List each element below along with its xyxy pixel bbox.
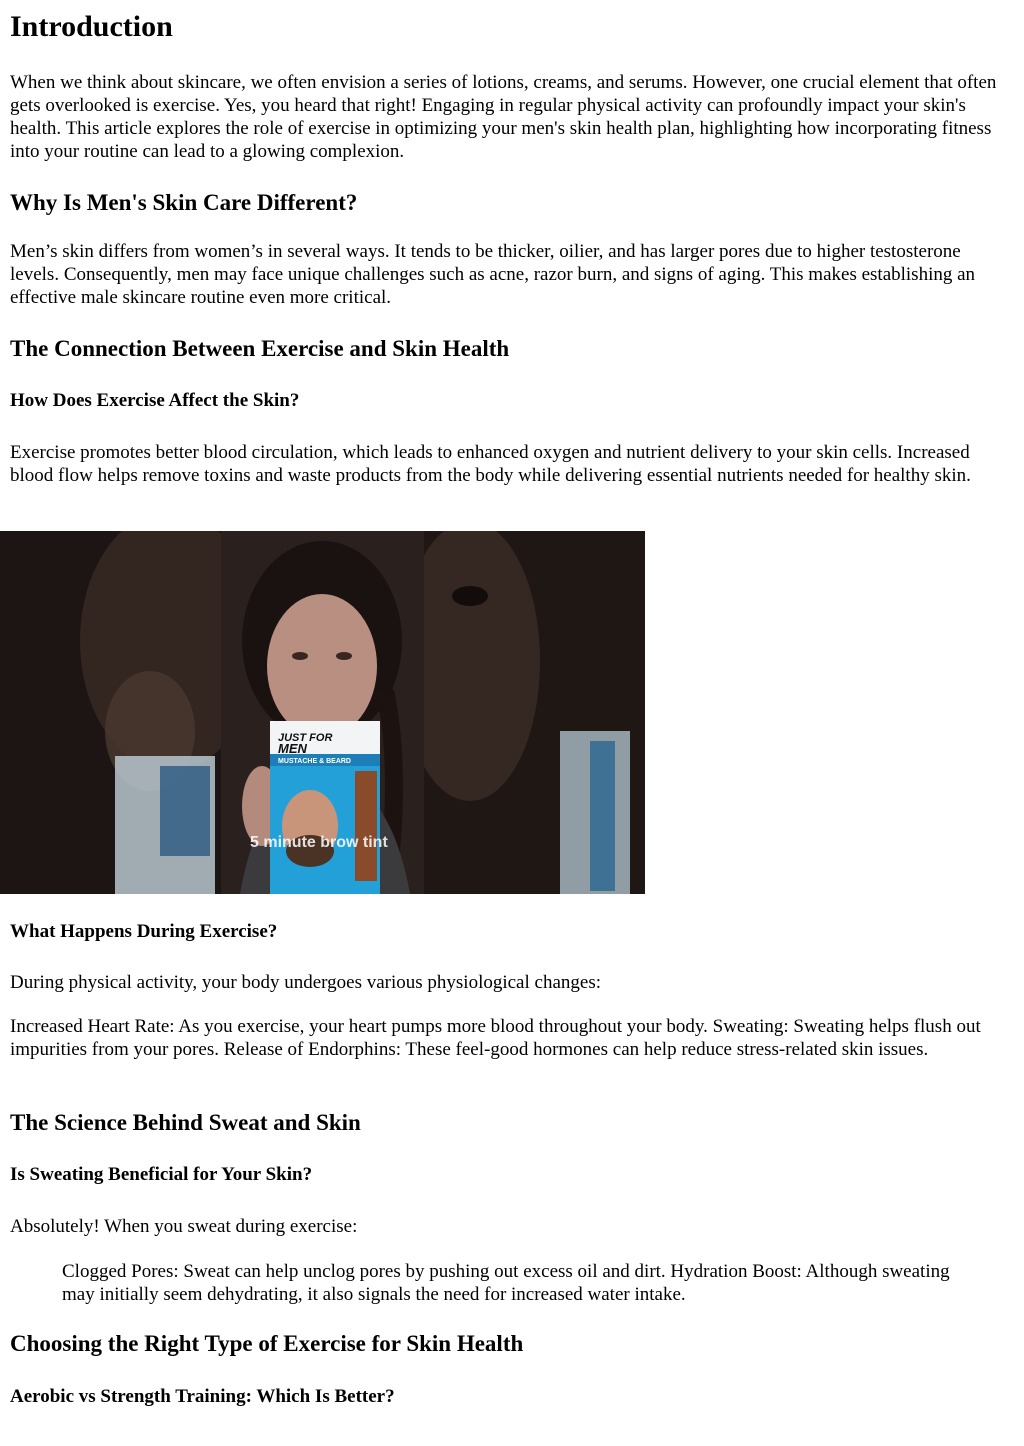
box-product-label: MUSTACHE & BEARD xyxy=(278,758,351,765)
box-brand-line2: MEN xyxy=(278,741,307,756)
paragraph-sweat-intro: Absolutely! When you sweat during exercise: xyxy=(10,1216,358,1237)
image-illustration xyxy=(0,531,645,894)
paragraph-what-intro: During physical activity, your body undergoes various physiological changes: xyxy=(10,972,601,993)
paragraph-what-list: Increased Heart Rate: As you exercise, your heart pumps more blood throughout your body. Sweating: Sweating helps flush out impurities from your pores. Release of Endorphins: These feel-good hormones can help reduce stress-related skin issues. xyxy=(10,1016,981,1060)
image-caption-overlay: 5 minute brow tint xyxy=(250,834,388,851)
heading-aerobic-vs-strength: Aerobic vs Strength Training: Which Is Better? xyxy=(10,1386,395,1407)
heading-why-different: Why Is Men's Skin Care Different? xyxy=(10,190,358,215)
heading-science: The Science Behind Sweat and Skin xyxy=(10,1110,361,1135)
box-brand-line1: JUST FOR xyxy=(278,732,333,744)
paragraph-intro: When we think about skincare, we often envision a series of lotions, creams, and serums. However, one crucial element that often gets overlooked is exercise. Yes, you heard that right! Engaging in regular physical activity can profoundly impact your skin's health. This article explores the role of exercise in optimizing your men's skin health plan, highlighting how incorporating fitness into your routine can lead to a glowing complexion. xyxy=(10,72,997,162)
heading-what-happens: What Happens During Exercise? xyxy=(10,921,278,942)
paragraph-why-different: Men’s skin differs from women’s in several ways. It tends to be thicker, oilier, and has larger pores due to higher testosterone levels. Consequently, men may face unique challenges such as acne, razor burn, and signs of aging. This makes establishing an effective male skincare routine even more critical. xyxy=(10,241,976,308)
heading-sweat-beneficial: Is Sweating Beneficial for Your Skin? xyxy=(10,1164,313,1185)
heading-how-exercise-affects: How Does Exercise Affect the Skin? xyxy=(10,390,300,411)
heading-connection: The Connection Between Exercise and Skin Health xyxy=(10,336,510,361)
blockquote-sweat-benefits: Clogged Pores: Sweat can help unclog pores by pushing out excess oil and dirt. Hydration Boost: Although sweating may initially seem dehydrating, it also signals the need for increased water intake. xyxy=(62,1261,950,1305)
heading-choosing-exercise: Choosing the Right Type of Exercise for Skin Health xyxy=(10,1331,524,1356)
article-image xyxy=(0,531,645,894)
heading-introduction: Introduction xyxy=(10,10,173,43)
paragraph-how-exercise-affects: Exercise promotes better blood circulation, which leads to enhanced oxygen and nutrient delivery to your skin cells. Increased blood flow helps remove toxins and waste products from the body while delivering essential nutrients needed for healthy skin. xyxy=(10,442,971,486)
